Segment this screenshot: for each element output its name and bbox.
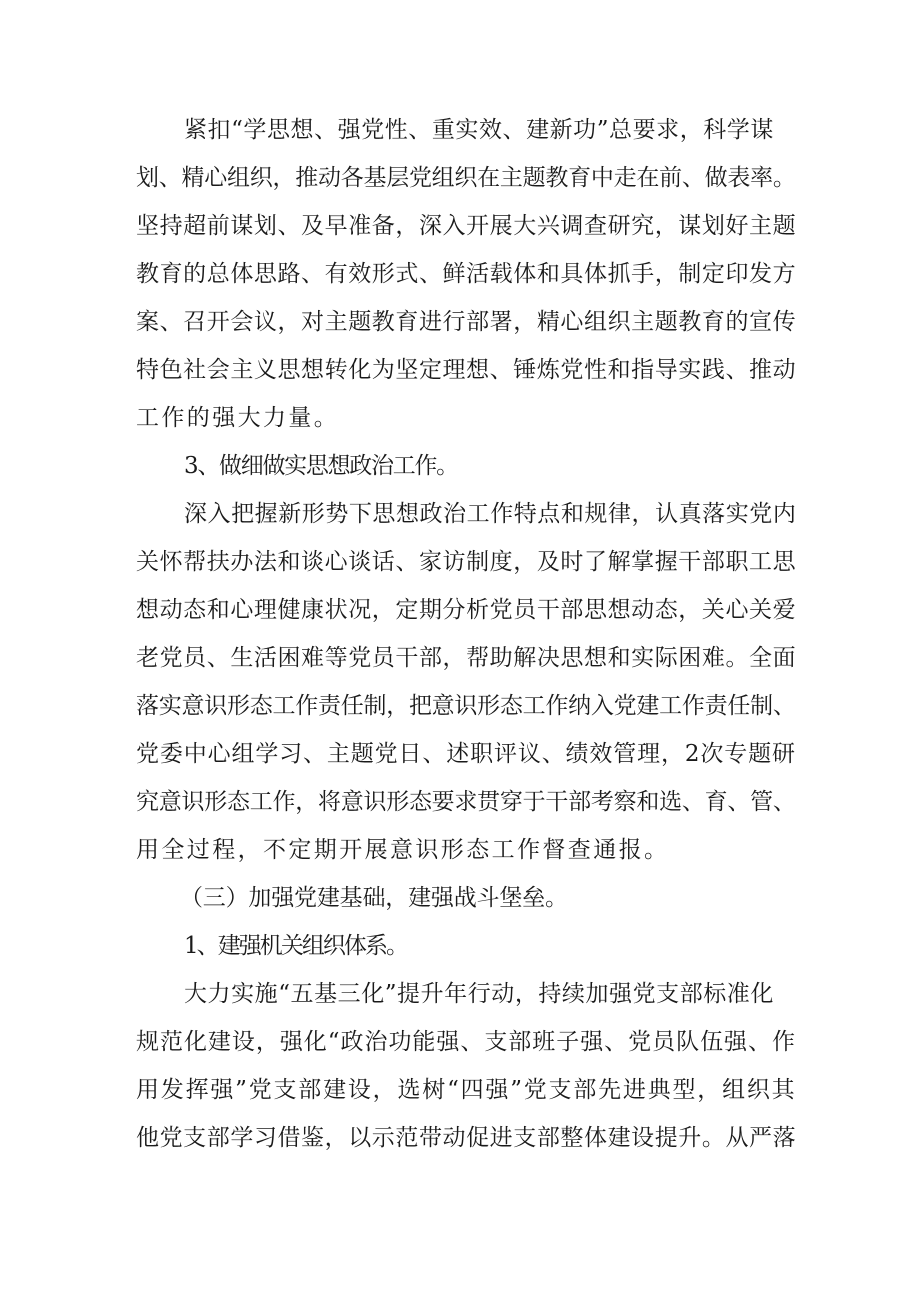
- paragraph-1-line-1: 紧扣“学思想、强党性、重实效、建新功”总要求，科学谋: [184, 117, 774, 143]
- paragraph-2-line-3: 想动态和心理健康状况，定期分析党员干部思想动态，关心关爱: [136, 597, 797, 623]
- paragraph-2-line-6: 党委中心组学习、主题党日、述职评议、绩效管理，2次专题研: [136, 741, 796, 767]
- paragraph-3-line-2: 规范化建设，强化“政治功能强、支部班子强、党员队伍强、作: [136, 1029, 796, 1055]
- paragraph-1-line-7: 工作的强大力量。: [136, 405, 340, 431]
- paragraph-1-line-4: 教育的总体思路、有效形式、鲜活载体和具体抓手，制定印发方: [136, 261, 797, 287]
- paragraph-2-line-2: 关怀帮扶办法和谈心谈话、家访制度，及时了解掌握干部职工思: [136, 549, 797, 575]
- heading-1: 1、建强机关组织体系。: [184, 933, 408, 959]
- section-heading: （三）加强党建基础，建强战斗堡垒。: [180, 885, 568, 911]
- paragraph-3-line-4: 他党支部学习借鉴，以示范带动促进支部整体建设提升。从严落: [136, 1125, 797, 1151]
- paragraph-3-line-3: 用发挥强”党支部建设，选树“四强”党支部先进典型，组织其: [136, 1077, 797, 1103]
- paragraph-1-line-5: 案、召开会议，对主题教育进行部署，精心组织主题教育的宣传: [136, 309, 797, 335]
- paragraph-2-line-5: 落实意识形态工作责任制，把意识形态工作纳入党建工作责任制、: [136, 693, 796, 719]
- paragraph-2-line-4: 老党员、生活困难等党员干部，帮助解决思想和实际困难。全面: [136, 645, 797, 671]
- paragraph-2-line-8: 用全过程，不定期开展意识形态工作督查通报。: [136, 837, 670, 863]
- heading-3: 3、做细做实思想政治工作。: [184, 453, 458, 479]
- paragraph-2-line-1: 深入把握新形势下思想政治工作特点和规律，认真落实党内: [184, 501, 797, 527]
- paragraph-1-line-2: 划、精心组织，推动各基层党组织在主题教育中走在前、做表率。: [136, 165, 796, 191]
- paragraph-1-line-6: 特色社会主义思想转化为坚定理想、锤炼党性和指导实践、推动: [136, 357, 797, 383]
- paragraph-1-line-3: 坚持超前谋划、及早准备，深入开展大兴调查研究，谋划好主题: [136, 213, 797, 239]
- paragraph-3-line-1: 大力实施“五基三化”提升年行动，持续加强党支部标准化: [184, 981, 774, 1007]
- paragraph-2-line-7: 究意识形态工作，将意识形态要求贯穿于干部考察和选、育、管、: [136, 789, 796, 815]
